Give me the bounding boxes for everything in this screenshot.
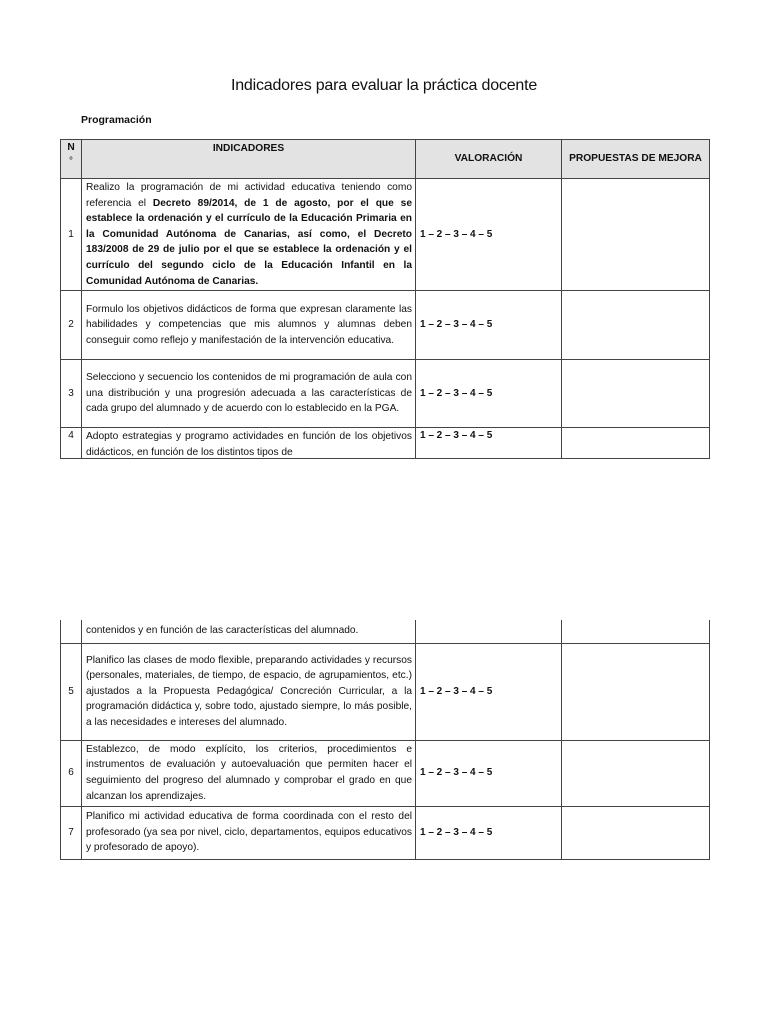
rating-scale: 1 – 2 – 3 – 4 – 5: [416, 360, 562, 428]
page-title: Indicadores para evaluar la práctica docente: [230, 77, 538, 94]
rating-scale: 1 – 2 – 3 – 4 – 5: [416, 740, 562, 806]
row-number: 5: [61, 643, 82, 740]
indicator-text: Formulo los objetivos didácticos de forma que expresan claramente las habilidades y competencias que mis alumnos y alumnas deben conseguir como reflejo y manifestación de la intervención educativa.: [82, 291, 416, 360]
indicator-text: [82, 428, 416, 459]
improvement-proposal-cell[interactable]: [562, 620, 710, 643]
indicator-text: Selecciono y secuencio los contenidos de mi programación de aula con una distribución y una progresión adecuada a las características de cada grupo del alumnado y de acuerdo con lo establecido en la PGA.: [82, 360, 416, 428]
improvement-proposal-cell[interactable]: [562, 291, 710, 360]
table-header-row: [61, 140, 710, 179]
indicator-text-continuation: contenidos y en función de las características del alumnado.: [82, 620, 416, 643]
table-row: [61, 806, 710, 859]
row-number: 4: [61, 428, 82, 459]
indicator-text: [82, 179, 416, 291]
table-row: [61, 291, 710, 360]
improvement-proposal-cell[interactable]: [562, 179, 710, 291]
improvement-proposal-cell[interactable]: [562, 643, 710, 740]
indicator-text: Planifico mi actividad educativa de forma coordinada con el resto del profesorado (ya sea por nivel, ciclo, departamentos, equipos educativos y profesorado de apoyo).: [82, 806, 416, 859]
table-row-continuation: [61, 620, 710, 643]
rating-scale: 1 – 2 – 3 – 4 – 5: [416, 291, 562, 360]
header-number: [61, 140, 82, 179]
rating-scale: 1 – 2 – 3 – 4 – 5: [416, 179, 562, 291]
indicator-text-plain: Realizo la programación de mi actividad educativa teniendo como referencia el: [86, 182, 412, 209]
indicator-text: Establezco, de modo explícito, los criterios, procedimientos e instrumentos de evaluación y autoevaluación que permiten hacer el seguimiento del progreso del alumnado y comprobar el grado en que alcanzan los aprendizajes.: [82, 740, 416, 806]
indicator-text-bold: Decreto 89/2014, de 1 de agosto, por el que se establece la ordenación y el currículo de la Educación Primaria en la Comunidad Autónoma de Canarias, así como, el Decreto 183/2008 de 29 de julio por el que se establece la ordenación y el currículo del segundo ciclo de la Educación Infantil en la Comunidad Autónoma de Canarias.: [86, 197, 412, 287]
indicators-table-page-1: [60, 139, 710, 459]
improvement-proposal-cell[interactable]: [562, 360, 710, 428]
indicators-table-page-2: [60, 620, 710, 860]
row-number: 7: [61, 806, 82, 859]
rating-scale: 1 – 2 – 3 – 4 – 5: [416, 428, 562, 459]
header-number-line2: º: [69, 155, 73, 164]
header-propuestas: PROPUESTAS DE MEJORA: [562, 140, 710, 179]
row-number: 3: [61, 360, 82, 428]
rating-scale: 1 – 2 – 3 – 4 – 5: [416, 806, 562, 859]
indicator-text: Planifico las clases de modo flexible, preparando actividades y recursos (personales, materiales, de tiempo, de espacio, de agrupamientos, etc.) ajustados a la Propuesta Pedagógica/ Concreción Curricular, a la programación didáctica y, sobre todo, ajustado siempre, lo más posible, a las necesidades e intereses del alumnado.: [82, 643, 416, 740]
section-heading: Programación: [81, 114, 152, 126]
header-indicadores: INDICADORES: [82, 140, 416, 179]
row-number: 6: [61, 740, 82, 806]
indicator-text-clipped: Adopto estrategias y programo actividades en función de los objetivos didácticos, en función de los distintos tipos de: [86, 431, 412, 458]
header-number-line1: N: [67, 142, 75, 153]
table-row: [61, 428, 710, 459]
table-row: [61, 740, 710, 806]
table-row: [61, 360, 710, 428]
table-row: [61, 643, 710, 740]
improvement-proposal-cell[interactable]: [562, 806, 710, 859]
rating-scale-empty: [416, 620, 562, 643]
rating-scale: 1 – 2 – 3 – 4 – 5: [416, 643, 562, 740]
row-number: 2: [61, 291, 82, 360]
improvement-proposal-cell[interactable]: [562, 428, 710, 459]
row-number: 1: [61, 179, 82, 291]
header-valoracion: VALORACIÓN: [416, 140, 562, 179]
row-number-empty: [61, 620, 82, 643]
improvement-proposal-cell[interactable]: [562, 740, 710, 806]
table-row: [61, 179, 710, 291]
